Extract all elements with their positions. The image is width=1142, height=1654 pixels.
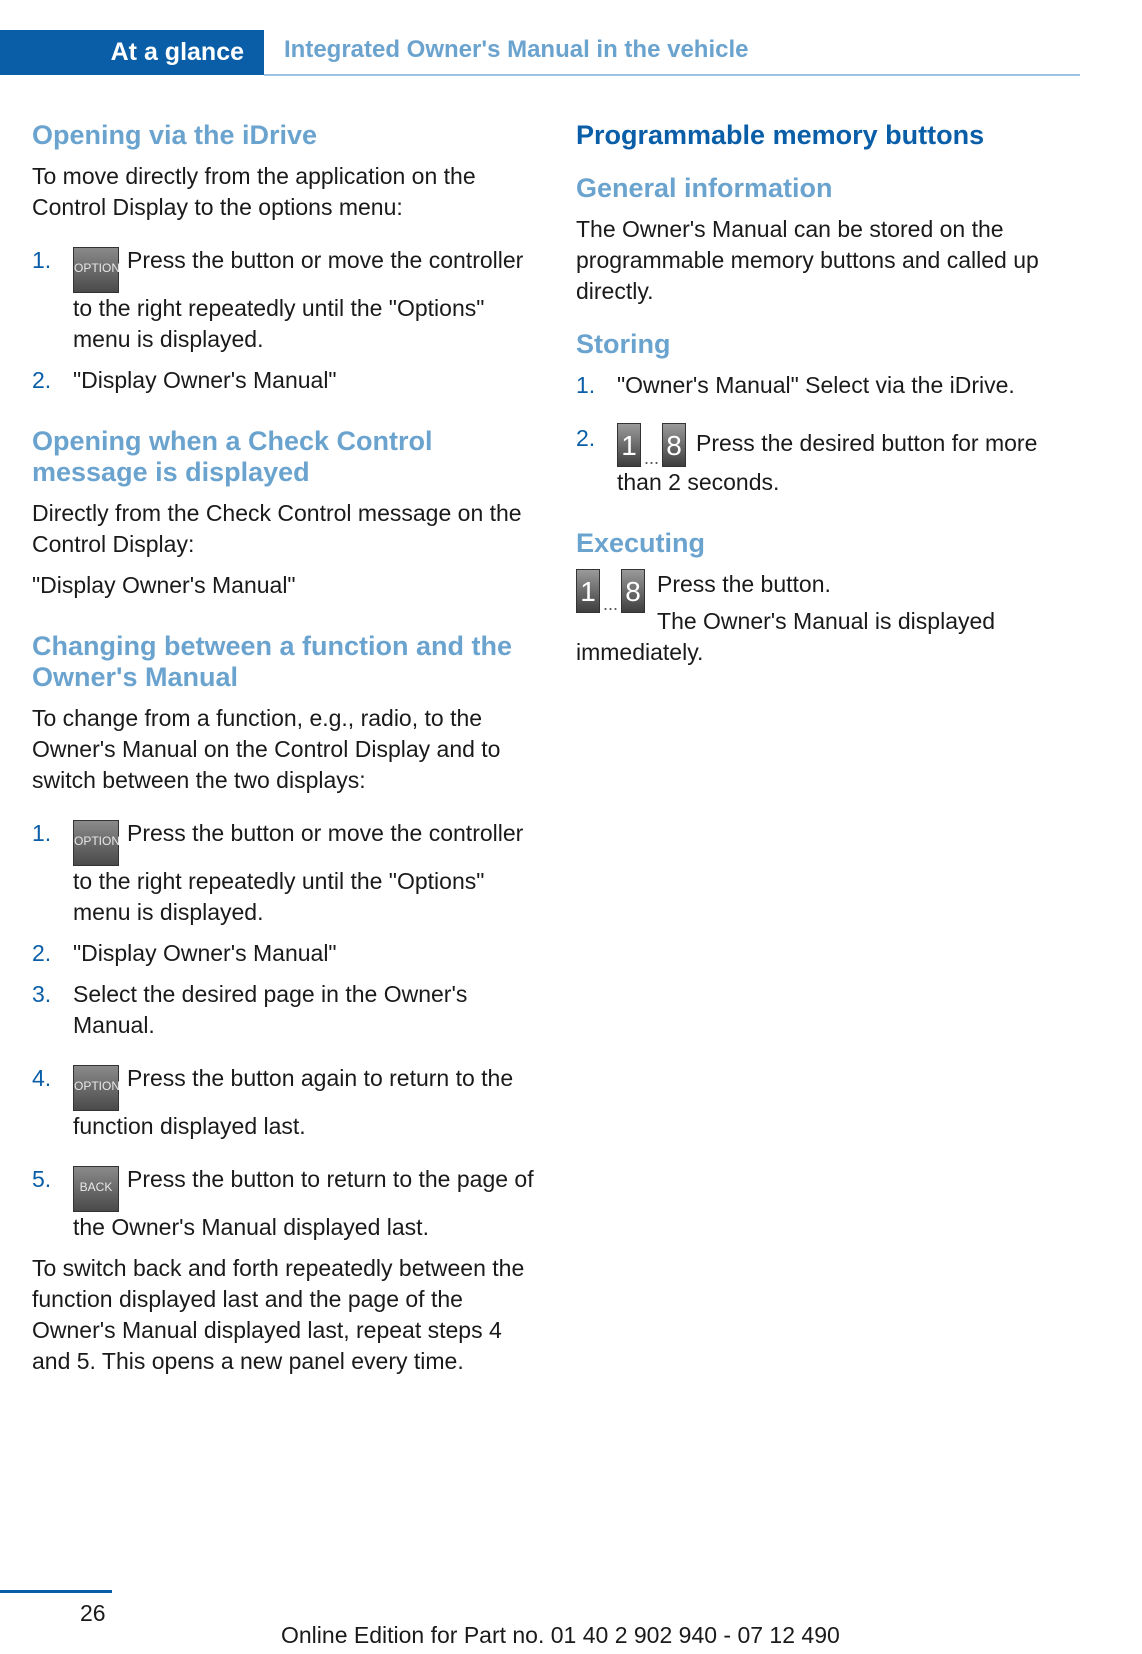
right-column xyxy=(576,120,1086,668)
list-item xyxy=(32,979,542,1041)
heading-changing-function: Changing between a function and the Owner's Manual xyxy=(32,631,513,692)
paragraph: "Display Owner's Manual" xyxy=(32,572,296,598)
option-button-icon: OPTION xyxy=(73,247,119,293)
step-number: 1. xyxy=(32,247,52,273)
heading-check-control: Opening when a Check Control message is displayed xyxy=(32,426,433,487)
memory-button-8-icon: 8 xyxy=(662,423,686,467)
heading-general-information: General information xyxy=(576,173,833,203)
step-text: Press the desired button for more than 2 seconds. xyxy=(617,430,1038,495)
step-number: 3. xyxy=(32,981,52,1007)
executing-block xyxy=(576,569,1086,668)
back-button-icon: BACK xyxy=(73,1166,119,1212)
memory-button-1-icon: 1 xyxy=(617,423,641,467)
list-item xyxy=(32,938,542,969)
executing-text-2: The Owner's Manual is displayed immediately. xyxy=(576,608,996,665)
step-text: "Owner's Manual" Select via the iDrive. xyxy=(617,372,1015,398)
step-text: Press the button or move the controller to the right repeatedly until the "Options" menu is displayed. xyxy=(73,820,524,925)
step-list xyxy=(576,370,1086,498)
heading-storing: Storing xyxy=(576,329,671,359)
step-text: "Display Owner's Manual" xyxy=(73,940,337,966)
paragraph: To switch back and forth repeatedly between the function displayed last and the page of the Owner's Manual displayed last, repeat steps 4 and 5. This opens a new panel every time. xyxy=(32,1255,525,1374)
list-item xyxy=(32,365,542,396)
step-text: Press the button or move the controller to the right repeatedly until the "Options" menu is displayed. xyxy=(73,247,524,352)
step-number: 4. xyxy=(32,1065,52,1091)
chapter-tab xyxy=(0,30,264,75)
step-text: Press the button to return to the page of the Owner's Manual displayed last. xyxy=(73,1166,534,1240)
option-button-icon: OPTION xyxy=(73,1065,119,1111)
step-text: Select the desired page in the Owner's Manual. xyxy=(73,981,468,1038)
step-number: 5. xyxy=(32,1166,52,1192)
step-list xyxy=(32,245,542,396)
header-divider xyxy=(264,74,1080,76)
paragraph: To change from a function, e.g., radio, to the Owner's Manual on the Control Display and to switch between the two displays: xyxy=(32,705,501,793)
edition-note: Online Edition for Part no. 01 40 2 902 940 - 07 12 490 xyxy=(281,1622,840,1648)
step-number: 2. xyxy=(32,367,52,393)
option-button-icon: OPTION xyxy=(73,820,119,866)
chapter-title: At a glance xyxy=(110,38,244,66)
section-title: Integrated Owner's Manual in the vehicle xyxy=(284,36,749,63)
step-number: 2. xyxy=(32,940,52,966)
step-number: 1. xyxy=(32,820,52,846)
heading-executing: Executing xyxy=(576,528,706,558)
paragraph: To move directly from the application on the Control Display to the options menu: xyxy=(32,163,476,220)
list-item xyxy=(576,423,1086,498)
heading-memory-buttons: Programmable memory buttons xyxy=(576,120,985,150)
executing-text-1: Press the button. xyxy=(657,571,831,597)
paragraph: Directly from the Check Control message on the Control Display: xyxy=(32,500,522,557)
heading-opening-idrive: Opening via the iDrive xyxy=(32,120,318,150)
list-item xyxy=(32,245,542,355)
step-list xyxy=(32,818,542,1243)
left-column xyxy=(32,120,542,1377)
memory-button-1-icon: 1 xyxy=(576,569,600,613)
step-text: "Display Owner's Manual" xyxy=(73,367,337,393)
list-item xyxy=(576,370,1086,401)
memory-buttons-icon: 1 ... 8 xyxy=(576,569,645,613)
list-item xyxy=(32,1164,542,1243)
footer-divider xyxy=(0,1590,112,1593)
step-number: 2. xyxy=(576,425,596,451)
list-item xyxy=(32,1063,542,1142)
step-number: 1. xyxy=(576,372,596,398)
step-text: Press the button again to return to the function displayed last. xyxy=(73,1065,514,1139)
memory-button-8-icon: 8 xyxy=(621,569,645,613)
paragraph: The Owner's Manual can be stored on the programmable memory buttons and called up directly. xyxy=(576,216,1039,304)
memory-buttons-icon: 1 ... 8 xyxy=(617,423,686,467)
list-item xyxy=(32,818,542,928)
page-number: 26 xyxy=(80,1600,106,1626)
